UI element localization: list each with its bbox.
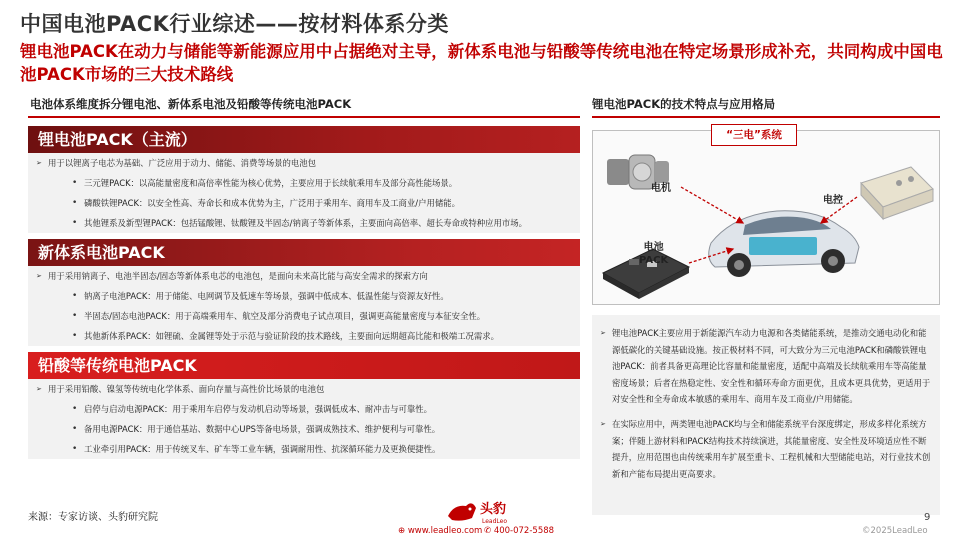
motor-label: 电机 — [651, 183, 671, 194]
arrow-bullet-icon: ➢ — [600, 419, 606, 428]
arrow-bullet-icon: ➢ — [36, 272, 42, 280]
section-new-system-body — [28, 266, 580, 346]
section-lead-acid-title: 铅酸等传统电池PACK — [28, 352, 580, 379]
section-new-system-title: 新体系电池PACK — [28, 239, 580, 266]
section-item: 备用电源PACK：用于通信基站、数据中心UPS等备电场景，强调成熟技术、维护便利与可靠性。 — [84, 424, 441, 434]
controller-icon — [861, 167, 933, 219]
dot-bullet-icon: • — [72, 311, 78, 321]
dot-bullet-icon: • — [72, 198, 78, 208]
right-panel — [592, 96, 940, 515]
battery-label-line1: 电池 — [643, 242, 664, 253]
paragraph: 在实际应用中，两类锂电池PACK均与全和储能系统平台深度绑定，形成多样化系统方案；伴随上游材料和PACK结构技术持续演进，其能量密度、安全性及环境适应性不断提升，应用范围也由传统乘用车扩展至重卡、工程机械和大型储能电站，对行业技术创新和产能布局提出更高要求。 — [612, 418, 931, 479]
section-item: 工业牵引用PACK：用于传统叉车、矿车等工业车辆，强调耐用性、抗深循环能力及更换便捷性。 — [84, 444, 441, 454]
section-item: 磷酸铁锂PACK：以安全性高、寿命长和成本优势为主，广泛用于乘用车、商用车及工商业/户用储能。 — [84, 198, 461, 208]
leopard-icon — [444, 496, 514, 526]
arrow-bullet-icon: ➢ — [600, 329, 606, 337]
leadleo-logo — [444, 496, 514, 526]
three-electric-tag: “三电”系统 — [711, 124, 797, 146]
diagram-graphic — [593, 131, 939, 304]
section-lead-acid-body — [28, 379, 580, 459]
left-panel — [28, 96, 580, 459]
section-intro: 用于采用钠离子、电池半固态/固态等新体系电芯的电池包，是面向未来高比能与高安全需求的探索方向 — [48, 271, 428, 281]
page-subtitle: 锂电池PACK在动力与储能等新能源应用中占据绝对主导，新体系电池与铅酸等传统电池在特定场景形成补充，共同构成中国电池PACK市场的三大技术路线 — [20, 42, 943, 84]
right-panel-header: 锂电池PACK的技术特点与应用格局 — [592, 96, 940, 118]
section-item: 启停与启动电源PACK：用于乘用车启停与发动机启动等场景，强调低成本、耐冲击与可靠性。 — [84, 404, 433, 414]
dot-bullet-icon: • — [72, 331, 78, 341]
phone-number: ✆ 400-072-5588 — [484, 526, 555, 536]
page-number: 9 — [924, 512, 931, 523]
brand-en: LeadLeo — [482, 518, 508, 525]
arrow-bullet-icon: ➢ — [36, 385, 42, 393]
dot-bullet-icon: • — [72, 291, 78, 301]
website-link[interactable]: ⊕ www.leadleo.com — [398, 526, 483, 536]
battery-label — [639, 241, 668, 267]
dot-bullet-icon: • — [72, 218, 78, 228]
section-item: 三元锂PACK：以高能量密度和高倍率性能为核心优势，主要应用于长续航乘用车及部分高性能场景。 — [84, 178, 458, 188]
phone-text: 400-072-5588 — [493, 526, 555, 536]
section-item: 其他新体系PACK：如锂硫、金属锂等处于示范与验证阶段的技术路线，主要面向远期超高比能和极端工况需求。 — [84, 331, 500, 341]
section-item: 其他锂系及新型锂PACK：包括锰酸锂、钛酸锂及半固态/钠离子等新体系，主要面向高倍率、超长寿命或特种应用市场。 — [84, 218, 528, 228]
section-item: 半固态/固态电池PACK：用于高端乘用车、航空及部分消费电子试点项目，强调更高能量密度与本征安全性。 — [84, 311, 486, 321]
brand-name: 头豹 — [480, 502, 507, 517]
right-panel-body — [592, 315, 940, 515]
battery-label-line2: PACK — [639, 255, 669, 266]
section-intro: 用于采用铅酸、镍氢等传统电化学体系、面向存量与高性价比场景的电池包 — [48, 384, 325, 394]
section-lithium-body — [28, 153, 580, 233]
dot-bullet-icon: • — [72, 178, 78, 188]
copyright: ©2025LeadLeo — [862, 526, 928, 536]
section-lithium-title: 锂电池PACK（主流） — [28, 126, 580, 153]
left-panel-header: 电池体系维度拆分锂电池、新体系电池及铅酸等传统电池PACK — [28, 96, 580, 118]
controller-label: 电控 — [823, 195, 843, 206]
dot-bullet-icon: • — [72, 444, 78, 454]
page-title: 中国电池PACK行业综述——按材料体系分类 — [20, 12, 449, 36]
dot-bullet-icon: • — [72, 424, 78, 434]
source-note: 来源：专家访谈、头豹研究院 — [28, 512, 158, 523]
car-icon — [709, 211, 859, 277]
arrow-bullet-icon: ➢ — [36, 159, 42, 167]
paragraph: 锂电池PACK主要应用于新能源汽车动力电源和各类储能系统，是推动交通电动化和能源低碳化的关键基础设施。按正极材料不同，可大致分为三元电池PACK和磷酸铁锂电池PACK：前者具备更高理论比容量和能量密度，适配中高端及长续航乘用车等高能量密度场景；后者在热稳定性、安全性和循环寿命方面更优，且成本更具优势，更适用于对安全性和全寿命成本敏感的乘用车、商用车及工商业/户用储能。 — [612, 328, 931, 405]
three-electric-diagram — [592, 130, 940, 305]
section-item: 钠离子电池PACK：用于储能、电网调节及低速车等场景，强调中低成本、低温性能与资源友好性。 — [84, 291, 449, 301]
section-intro: 用于以锂离子电芯为基础、广泛应用于动力、储能、消费等场景的电池包 — [48, 158, 316, 168]
dot-bullet-icon: • — [72, 404, 78, 414]
website-text: www.leadleo.com — [407, 526, 483, 536]
